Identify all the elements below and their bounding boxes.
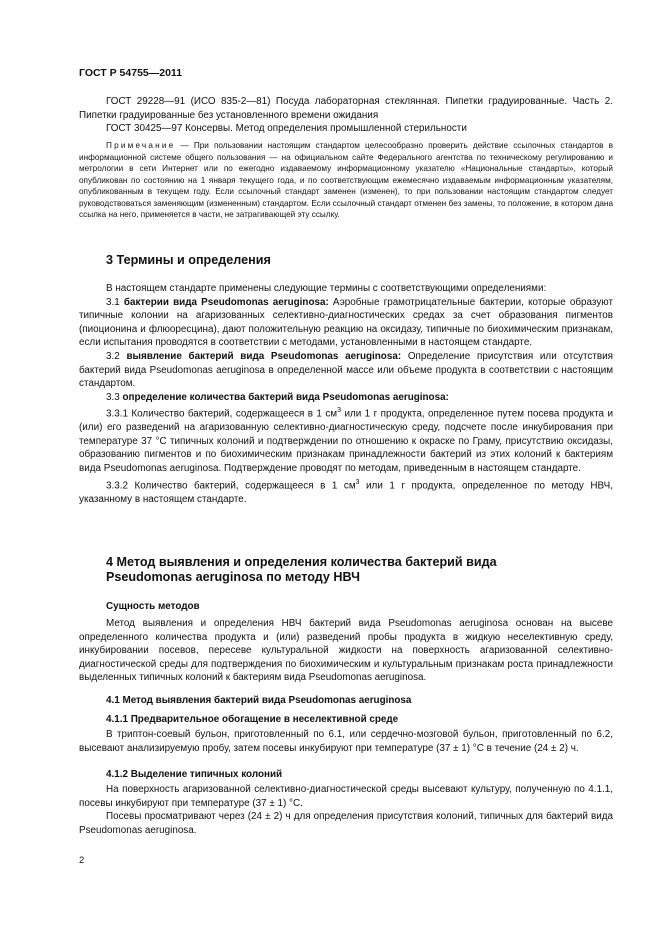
reference-item: ГОСТ 29228—91 (ИСО 835-2—81) Посуда лабораторная стеклянная. Пипетки градуированные. Часть 2. Пипетки градуированные без установленного времени ожидания [79, 96, 613, 121]
subsection-4-1-2-title: 4.1.2 Выделение типичных колоний [106, 769, 283, 780]
term-3-1: 3.1 бактерии вида Pseudomonas aeruginosa: Аэробные грамотрицательные бактерии, которые образуют типичные колонии на агаризованных селективно-диагностических средах за счет образования пигментов (пиоционина и флюоресцина), дают положительную реакцию на оксидазу, типичные по биохимическим признакам, если испытания проводятся в соответствии с методами, установленными в настоящем стандарте. [79, 296, 613, 349]
normative-references [79, 95, 613, 136]
term-3-3-2: 3.3.2 Количество бактерий, содержащееся в 1 $см^3$ или 1 г продукта, определенное по методу НВЧ, указанному в настоящем стандарте. [79, 478, 613, 505]
note-block [79, 140, 613, 221]
section-3-title: 3 Термины и определения [106, 253, 271, 267]
subsection-4-1-1-body [79, 728, 613, 755]
term-3-2: 3.2 выявление бактерий вида Pseudomonas aeruginosa: Определение присутствия или отсутствия бактерий вида Pseudomonas aeruginosa в определенной массе или объеме продукта в соответствии с настоящим стандартом. [79, 350, 613, 390]
note-label: Примечание [106, 141, 176, 150]
term-3-3-1: 3.3.1 Количество бактерий, содержащееся в 1 $см^3$ или 1 г продукта, определенное путем посева продукта и (или) его разведений на агаризованную селективно-диагностическую среду, подсчете после инкубирования при температуре 37 °С типичных колоний и подтверждении по отношению к окраске по Граму, присутствию оксидазы, образованию пигментов и по биохимическим признакам принадлежности бактерий из этих колоний к бактериям вида Pseudomonas aeruginosa. Подтверждение проводят по методам, приведенным в настоящем стандарте. [79, 407, 613, 475]
subsection-4-1-2-text: Посевы просматривают через (24 ± 2) ч для определения присутствия колоний, типичных для бактерий вида Pseudomonas aeruginosa. [79, 811, 613, 836]
reference-item: ГОСТ 30425—97 Консервы. Метод определения промышленной стерильности [106, 123, 467, 135]
page-number: 2 [79, 855, 85, 866]
essence-text: Метод выявления и определения НВЧ бактерий вида Pseudomonas aeruginosa основан на высеве определенного количества продукта и (или) разведений пробы продукта в жидкую неселективную среду, инкубировании посевов, пересеве культуральной жидкости на поверхность агаризованной селективно-диагностической среды для подтверждения по биохимическим и культуральным признакам роста принадлежности выделенных типичных колоний к бактериям вида Pseudomonas aeruginosa. [79, 618, 613, 684]
subsection-4-1-title: 4.1 Метод выявления бактерий вида Pseudomonas aeruginosa [106, 695, 412, 706]
subsection-4-1-2-text: На поверхность агаризованной селективно-диагностической среды высевают культуру, полученную по 4.1.1, посевы инкубируют при температуре (37 ± 1) °С. [79, 784, 613, 809]
subsection-4-1-1-text: В триптон-соевый бульон, приготовленный по 6.1, или сердечно-мозговой бульон, приготовленный по 6.2, высевают анализируемую пробу, затем посевы инкубируют при температуре (37 ± 1) °С в течение (24 ± 2) ч. [79, 729, 613, 754]
section-3-body [79, 282, 613, 506]
essence-title: Сущность методов [106, 601, 200, 612]
subsection-4-1-2-body [79, 783, 613, 837]
section-4-title: 4 Метод выявления и определения количества бактерий вида Pseudomonas aeruginosa по методу НВЧ [106, 555, 497, 584]
note-text: — При пользовании настоящим стандартом целесообразно проверить действие ссылочных стандартов в информационной системе общего пользования — на официальном сайте Федерального агентства по техническому регулированию и метрологии в сети Интернет или по ежегодно издаваемому информационному указателю «Национальные стандарты», который опубликован по состоянию на 1 января текущего года, и по соответствующим ежемесячно издаваемым информационным указателям, опубликованным в текущем году. Если ссылочный стандарт заменен (изменен), то при пользовании настоящим стандартом следует руководствоваться заменяющим (измененным) стандартом. Если ссылочный стандарт отменен без замены, то положение, в котором дана ссылка на него, применяется в части, не затрагивающей эту ссылку. [79, 141, 613, 219]
subsection-4-1-1-title: 4.1.1 Предварительное обогащение в неселективной среде [106, 714, 399, 725]
essence-body [79, 617, 613, 685]
term-3-3: 3.3 определение количества бактерий вида Pseudomonas aeruginosa: [106, 391, 449, 403]
section-3-intro: В настоящем стандарте применены следующие термины с соответствующими определениями: [106, 283, 547, 294]
document-header: ГОСТ Р 54755—2011 [79, 67, 183, 79]
